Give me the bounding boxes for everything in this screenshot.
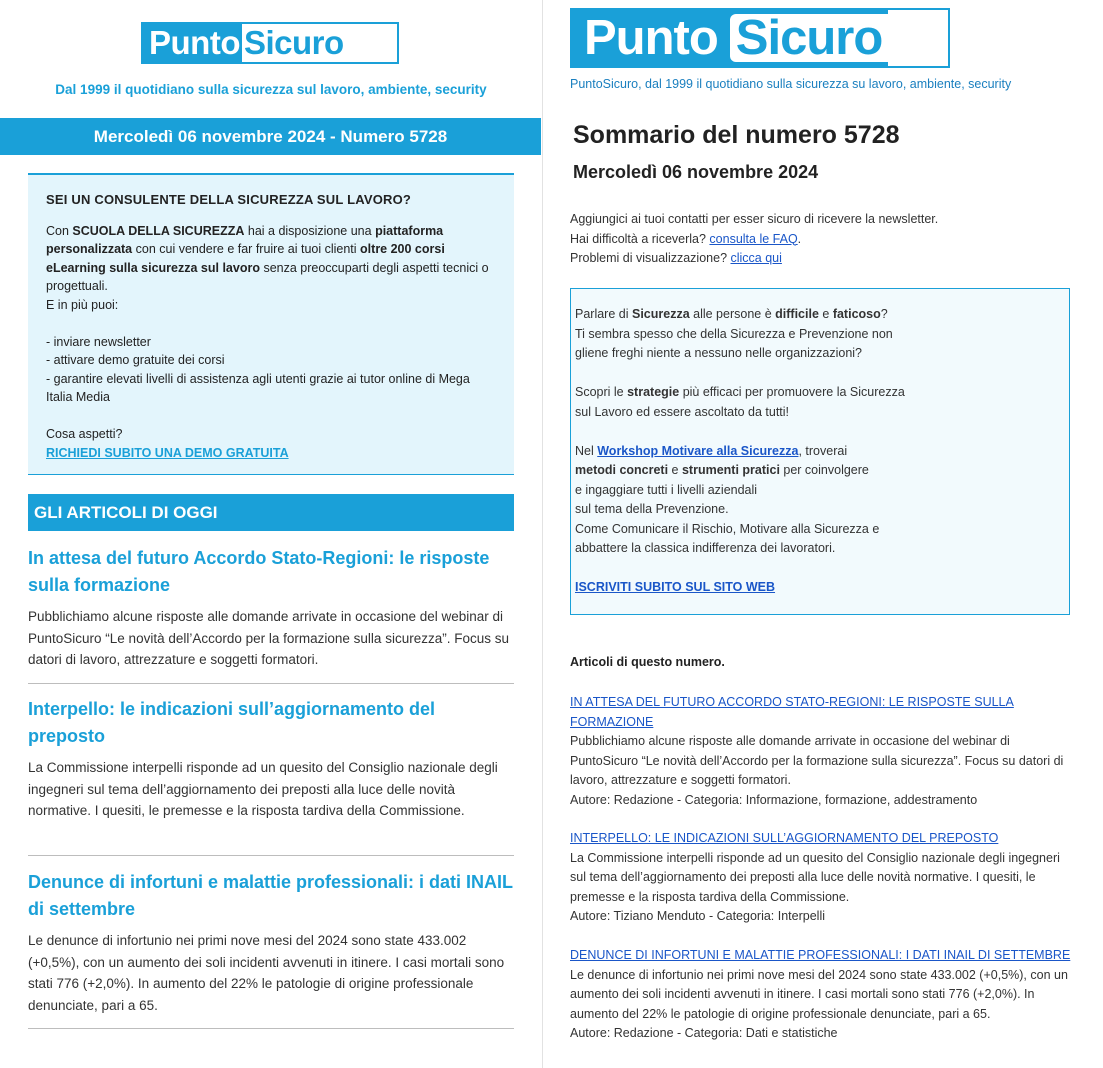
article-title-link[interactable]: DENUNCE DI INFORTUNI E MALATTIE PROFESSIONALI: I DATI INAIL DI SETTEMBRE	[570, 948, 1071, 962]
article-title-link[interactable]: INTERPELLO: LE INDICAZIONI SULL’AGGIORNAMENTO DEL PREPOSTO	[570, 831, 999, 845]
logo-part-1: Punto	[143, 24, 242, 62]
contacts-info	[570, 210, 938, 269]
puntosicuro-logo[interactable]	[570, 8, 950, 68]
logo-part-2: Sicuro	[730, 14, 888, 62]
workshop-text: Scopri le strategie più efficaci per promuovere la Sicurezza	[575, 385, 905, 399]
contacts-line: Problemi di visualizzazione? clicca qui	[570, 251, 782, 265]
workshop-text: e ingaggiare tutti i livelli aziendali	[575, 482, 758, 497]
promo-bullet: - attivare demo gratuite dei corsi	[46, 353, 225, 367]
article-summary: Pubblichiamo alcune risposte alle domande arrivate in occasione del webinar di PuntoSicuro “Le novità dell’Accordo per la formazione sulla sicurezza”. Focus su datori di lavoro, attrezzature e soggetti formatori.	[28, 609, 509, 667]
article-summary: Le denunce di infortunio nei primi nove mesi del 2024 sono state 433.002 (+0,5%), con un aumento dei soli incidenti avvenuti in itinere. I casi mortali sono stati 776 (+2,0%). In aumento del 22% le patologie di origine professionale denunciate, pari a 65.	[570, 967, 1068, 1021]
subscribe-link[interactable]: ISCRIVITI SUBITO SUL SITO WEB	[575, 580, 776, 594]
article-card	[28, 696, 514, 856]
article-title-link[interactable]: In attesa del futuro Accordo Stato-Regioni: le risposte sulla formazione	[28, 548, 490, 595]
promo-bullet: - inviare newsletter	[46, 334, 151, 349]
summary-title: Sommario del numero 5728	[573, 121, 900, 149]
tagline: PuntoSicuro, dal 1999 il quotidiano sulla sicurezza su lavoro, ambiente, security	[570, 77, 1012, 91]
article-summary: La Commissione interpelli risponde ad un quesito del Consiglio nazionale degli ingegneri sul tema dell’aggiornamento dei preposti alla luce delle novità normative. I quesiti, le premesse e la risposta tardiva della Commissione.	[570, 850, 1060, 904]
newsletter-right-panel	[543, 0, 1103, 1068]
promo-text: Con SCUOLA DELLA SICUREZZA hai a disposizione una piattaforma personalizzata con cui vendere e far fruire ai tuoi clienti oltre 200 corsi eLearning sulla sicurezza sul lavoro senza preoccuparti degli aspetti tecnici o progettuali.	[46, 223, 489, 293]
logo-part-2-wrap	[726, 10, 888, 66]
contacts-line: Hai difficoltà a riceverla? consulta le FAQ.	[570, 231, 802, 246]
article-title-link[interactable]: IN ATTESA DEL FUTURO ACCORDO STATO-REGIONI: LE RISPOSTE SULLA FORMAZIONE	[570, 695, 1014, 729]
demo-request-link[interactable]: RICHIEDI SUBITO UNA DEMO GRATUITA	[46, 445, 289, 460]
workshop-text: sul tema della Prevenzione.	[575, 502, 729, 516]
article-meta: Autore: Tiziano Menduto - Categoria: Interpelli	[570, 909, 825, 923]
workshop-text: sul Lavoro ed essere ascoltato da tutti!	[575, 404, 790, 419]
workshop-box	[570, 288, 1070, 615]
puntosicuro-logo[interactable]	[141, 22, 399, 64]
workshop-text: gliene freghi niente a nessuno nelle organizzazioni?	[575, 346, 863, 360]
logo-part-2: Sicuro	[243, 24, 344, 61]
workshop-text: metodi concreti e strumenti pratici per coinvolgere	[575, 463, 869, 477]
summary-date: Mercoledì 06 novembre 2024	[573, 162, 819, 182]
issue-date-bar: Mercoledì 06 novembre 2024 - Numero 5728	[0, 118, 541, 155]
article-card	[28, 869, 514, 1029]
articles-heading: GLI ARTICOLI DI OGGI	[28, 494, 514, 531]
tagline: Dal 1999 il quotidiano sulla sicurezza sul lavoro, ambiente, security	[55, 82, 487, 97]
article-title-link[interactable]: Denunce di infortuni e malattie professionali: i dati INAIL di settembre	[28, 872, 513, 919]
workshop-text: Parlare di Sicurezza alle persone è difficile e faticoso?	[575, 307, 888, 321]
promo-bullet: - garantire elevati livelli di assistenza agli utenti grazie ai tutor online di Mega Italia Media	[46, 371, 470, 404]
articles-heading: Articoli di questo numero.	[570, 655, 725, 669]
promo-question: Cosa aspetti?	[46, 427, 123, 441]
workshop-text: abbattere la classica indifferenza dei lavoratori.	[575, 541, 836, 555]
article-meta: Autore: Redazione - Categoria: Informazione, formazione, addestramento	[570, 792, 978, 807]
logo-part-1: Punto	[572, 10, 726, 66]
article-entry	[570, 946, 1075, 1044]
workshop-text: Come Comunicare il Rischio, Motivare alla Sicurezza e	[575, 521, 880, 536]
contacts-line: Aggiungici ai tuoi contatti per esser sicuro di ricevere la newsletter.	[570, 212, 939, 226]
promo-more: E in più puoi:	[46, 297, 119, 312]
article-meta: Autore: Redazione - Categoria: Dati e statistiche	[570, 1026, 838, 1040]
workshop-text: Ti sembra spesso che della Sicurezza e Prevenzione non	[575, 326, 893, 341]
workshop-text: Nel Workshop Motivare alla Sicurezza, troverai	[575, 443, 848, 458]
article-summary: Le denunce di infortunio nei primi nove mesi del 2024 sono state 433.002 (+0,5%), con un aumento dei soli incidenti avvenuti in itinere. I casi mortali sono stati 776 (+2,0%). In aumento del 22% le patologie di origine professionale denunciate, pari a 65.	[28, 933, 505, 1013]
view-online-link[interactable]: clicca qui	[730, 251, 782, 265]
faq-link[interactable]: consulta le FAQ	[709, 231, 798, 246]
promo-heading: SEI UN CONSULENTE DELLA SICUREZZA SUL LAVORO?	[46, 192, 412, 207]
article-entry	[570, 693, 1075, 810]
article-card	[28, 545, 514, 684]
newsletter-left-panel	[0, 0, 543, 1068]
article-entry	[570, 829, 1075, 927]
promo-box	[28, 173, 514, 475]
article-summary: La Commissione interpelli risponde ad un quesito del Consiglio nazionale degli ingegneri sul tema dell’aggiornamento dei preposti alla luce delle novità normative. I quesiti, le premesse e la risposta tardiva della Commissione.	[28, 760, 498, 818]
article-title-link[interactable]: Interpello: le indicazioni sull’aggiornamento del preposto	[28, 699, 436, 746]
workshop-link[interactable]: Workshop Motivare alla Sicurezza	[597, 443, 799, 458]
article-summary: Pubblichiamo alcune risposte alle domande arrivate in occasione del webinar di PuntoSicuro “Le novità dell’Accordo per la formazione sulla sicurezza”. Focus su datori di lavoro, attrezzature e soggetti formatori.	[570, 734, 1064, 787]
